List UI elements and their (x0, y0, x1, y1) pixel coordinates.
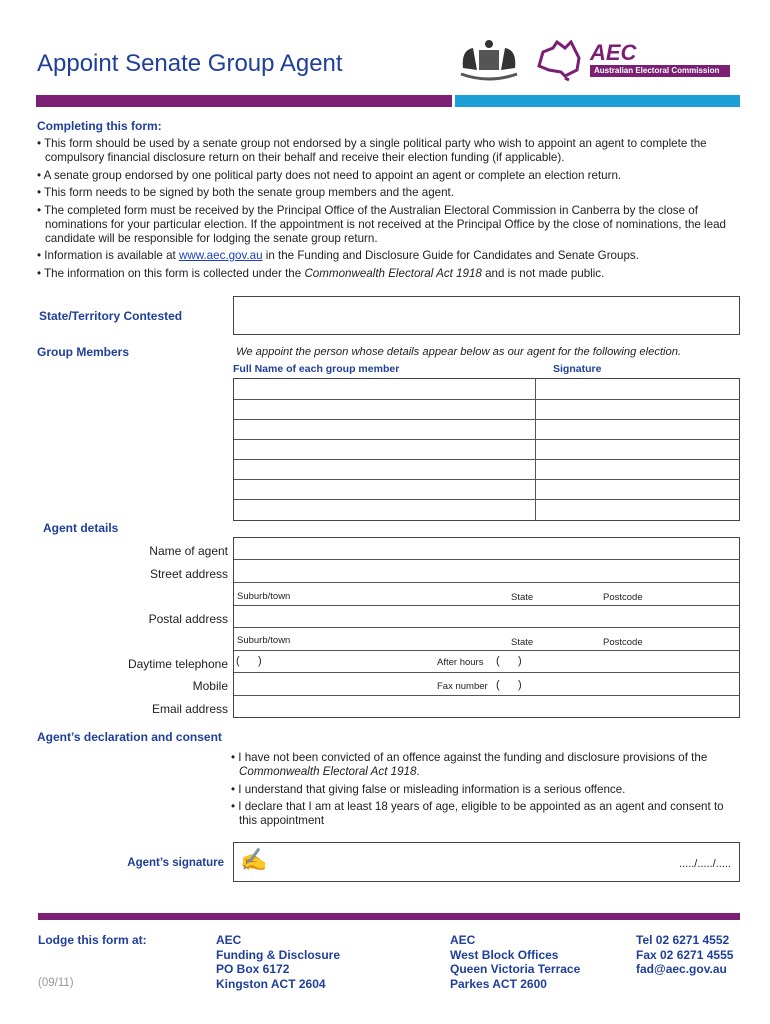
instruction-item: • A senate group endorsed by one political party does not need to appoint an agent or complete an election return. (37, 168, 622, 182)
declaration-heading: Agent’s declaration and consent (37, 730, 222, 744)
declaration-item: • I have not been convicted of an offence against the funding and disclosure provisions of the Commonwealth Electoral Act 1918. (231, 751, 708, 778)
lodge-label: Lodge this form at: (38, 933, 147, 947)
completing-heading: Completing this form: (37, 119, 162, 133)
signature-box[interactable] (233, 842, 740, 882)
col-name-header: Full Name of each group member (233, 363, 400, 375)
declaration-list (231, 751, 726, 832)
instructions-list (37, 137, 727, 284)
declaration-item: • I understand that giving false or misleading information is a serious offence. (231, 782, 626, 796)
area-code-parens: ( ) (236, 655, 262, 667)
coat-of-arms-icon (453, 38, 525, 82)
suburb-label: Suburb/town (237, 635, 291, 646)
header-bar-blue (455, 95, 740, 107)
mobile-input[interactable] (234, 673, 739, 696)
postal-input[interactable] (234, 606, 739, 628)
area-code-parens: ( ) (496, 679, 522, 691)
form-version: (09/11) (38, 977, 74, 989)
declaration-item: • I declare that I am at least 18 years of age, eligible to be appointed as an agent and consent to this appointment (231, 800, 724, 827)
col-signature-header: Signature (553, 363, 602, 375)
email-label: Email address (151, 702, 228, 716)
street-label: Street address (149, 567, 228, 581)
state-label: State (511, 637, 534, 648)
address-west-block: AEC West Block Offices Queen Victoria Terrace Parkes ACT 2600 (450, 933, 581, 991)
email-input[interactable] (234, 696, 739, 718)
instruction-item: • This form needs to be signed by both the senate group members and the agent. (37, 186, 454, 199)
after-hours-label: After hours (437, 657, 484, 668)
telephone-input[interactable] (234, 651, 739, 673)
suburb-label: Suburb/town (237, 591, 291, 602)
group-members-table (233, 378, 740, 521)
street-input[interactable] (234, 560, 739, 583)
instruction-item: • This form should be used by a senate group not endorsed by a single political party who wish to appoint an agent to complete the compulsory financial disclosure return on their behalf and receive their election funding (if applicable). (37, 137, 707, 164)
street-suburb-input[interactable] (234, 583, 739, 606)
email-link[interactable]: fad@aec.gov.au (636, 962, 727, 976)
signature-label: Agent’s signature (127, 857, 224, 869)
postal-label: Postal address (148, 612, 228, 626)
aec-website-link[interactable]: www.aec.gov.au (178, 249, 263, 262)
postcode-label: Postcode (603, 637, 643, 648)
fax-label: Fax number (437, 681, 488, 692)
aec-logo-acronym: AEC (590, 40, 637, 65)
instruction-item: • The completed form must be received by the Principal Office of the Australian Electoral Commission in Canberra by the close of nominations for your particular election. If the appointment is not received at the Principal Office by the close of nominations, the lead candidate will be responsible for lodging the senate group return. (37, 203, 726, 245)
name-input[interactable] (234, 538, 739, 560)
header-bar-purple (36, 95, 452, 107)
group-intro: We appoint the person whose details appear below as our agent for the following election. (236, 346, 682, 358)
aec-logo-name: Australian Electoral Commission (590, 65, 730, 77)
instruction-item: • The information on this form is collected under the Commonwealth Electoral Act 1918 and is not made public. (37, 266, 605, 280)
group-members-label: Group Members (37, 345, 130, 359)
signature-pen-icon: ✍ (240, 847, 268, 872)
state-label: State (511, 592, 534, 603)
footer-bar (38, 913, 740, 920)
page-title: Appoint Senate Group Agent (37, 50, 343, 77)
area-code-parens: ( ) (496, 655, 522, 667)
state-label: State/Territory Contested (39, 309, 183, 323)
postcode-label: Postcode (603, 592, 643, 603)
signature-date[interactable]: ...../...../..... (679, 858, 731, 870)
australia-map-icon (535, 40, 583, 82)
agent-details-heading: Agent details (43, 521, 119, 535)
state-input[interactable] (233, 296, 740, 335)
mobile-label: Mobile (192, 679, 228, 693)
day-tel-label: Daytime telephone (127, 657, 228, 671)
agent-details-form (233, 537, 740, 718)
name-label: Name of agent (149, 544, 228, 558)
postal-suburb-input[interactable] (234, 628, 739, 651)
contact-details: Tel 02 6271 4552 Fax 02 6271 4555 fad@aec.gov.au (636, 933, 734, 976)
instruction-item: • Information is available at www.aec.gov.au in the Funding and Disclosure Guide for Candidates and Senate Groups. (37, 249, 639, 262)
address-funding: AEC Funding & Disclosure PO Box 6172 Kingston ACT 2604 (216, 933, 341, 991)
